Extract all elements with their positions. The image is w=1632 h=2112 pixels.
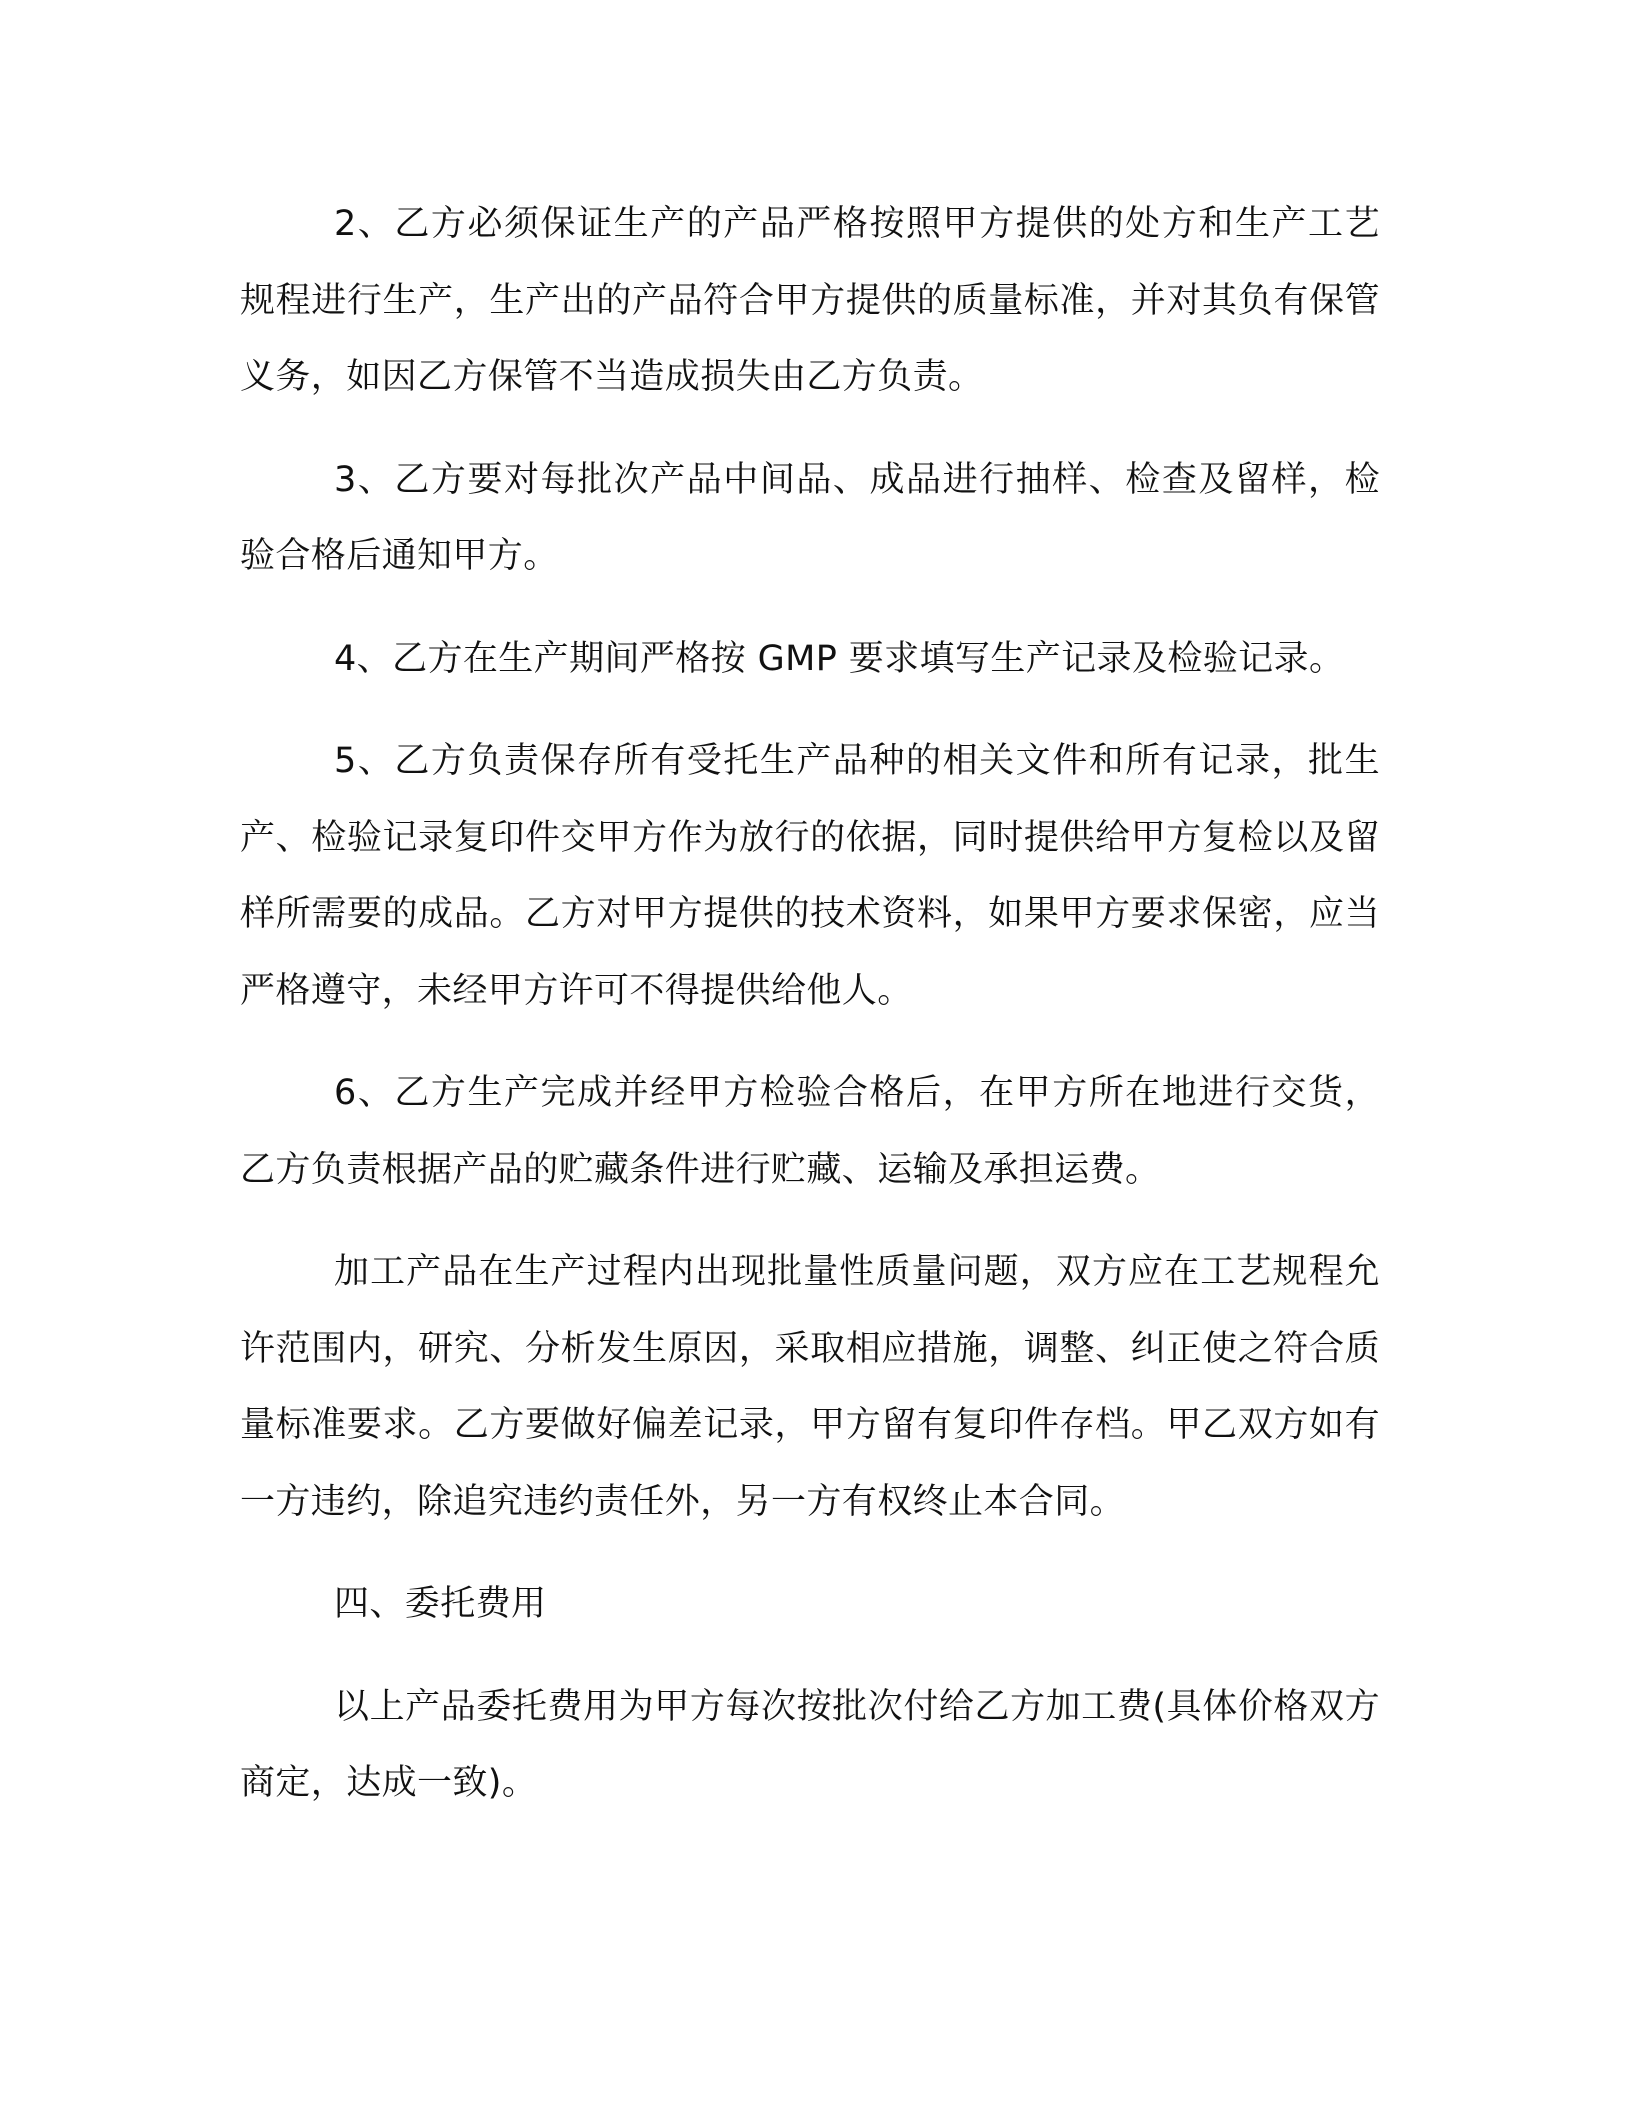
- fee-paragraph: 以上产品委托费用为甲方每次按批次付给乙方加工费(具体价格双方商定，达成一致)。: [240, 1686, 1380, 1803]
- quality-issue-paragraph: 加工产品在生产过程内出现批量性质量问题，双方应在工艺规程允许范围内，研究、分析发生原因，采取相应措施，调整、纠正使之符合质量标准要求。乙方要做好偏差记录，甲方留有复印件存档。甲乙双方如有一方违约，除追究违约责任外，另一方有权终止本合同。: [240, 1252, 1380, 1522]
- clause-4-paragraph: 4、乙方在生产期间严格按 GMP 要求填写生产记录及检验记录。: [334, 638, 1345, 679]
- section-heading-fees: 四、委托费用: [334, 1584, 547, 1624]
- clause-5-paragraph: 5、乙方负责保存所有受托生产品种的相关文件和所有记录，批生产、检验记录复印件交甲方作为放行的依据，同时提供给甲方复检以及留样所需要的成品。乙方对甲方提供的技术资料，如果甲方要求保密，应当严格遵守，未经甲方许可不得提供给他人。: [240, 741, 1380, 1011]
- clause-3-paragraph: 3、乙方要对每批次产品中间品、成品进行抽样、检查及留样，检验合格后通知甲方。: [240, 459, 1380, 576]
- document-body: [240, 186, 1380, 1848]
- clause-2-paragraph: 2、乙方必须保证生产的产品严格按照甲方提供的处方和生产工艺规程进行生产，生产出的产品符合甲方提供的质量标准，并对其负有保管义务，如因乙方保管不当造成损失由乙方负责。: [240, 204, 1380, 397]
- clause-6-paragraph: 6、乙方生产完成并经甲方检验合格后，在甲方所在地进行交货，乙方负责根据产品的贮藏条件进行贮藏、运输及承担运费。: [240, 1073, 1380, 1190]
